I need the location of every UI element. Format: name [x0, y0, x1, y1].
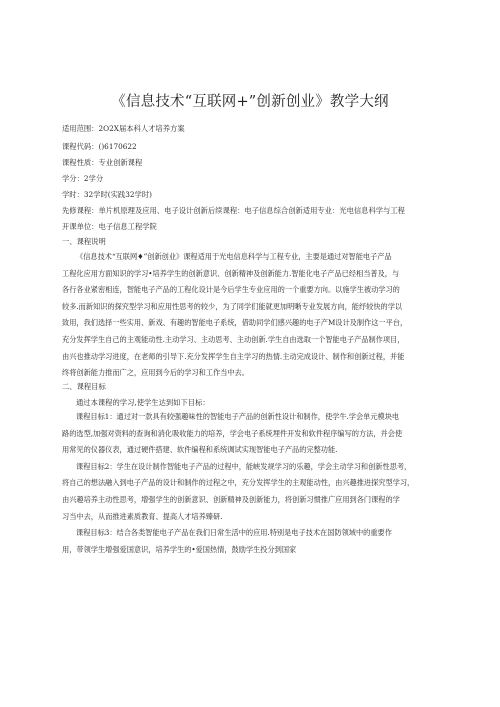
- paragraph-line: 工程化应用方面知识的学习•培养学生的创新意识、创新精神及创新能力.智能化电子产品已经相当普及，与: [62, 268, 400, 278]
- page-title: 《信息技术“互联网+”创新创业》教学大纲: [111, 94, 389, 110]
- paragraph-line: 较多.而新知识的探究型学习和应用性思考的较少，为了同学们能就更加明晰专业发展方向，能纾较快的学以: [62, 301, 403, 311]
- objective-line: 由兴趣培养主动性思考，增强学生的创新意识、创新精神及创新能力，将创新习惯推广应用到各门课程的学: [62, 494, 400, 504]
- objective-line: 课程目标3：结合各类智能电子产品在我们日常生活中的应用.特别是电子技术在国防领域中的重要作: [76, 528, 392, 538]
- meta-credits: 学分：2学分: [62, 174, 104, 183]
- paragraph-line: 《信息技术“互联网♦”创新创业》课程适用于光电信息科学与工程专业，主要是通过对智能电子产品: [76, 252, 392, 261]
- objectives-intro: 通过本课程的学习,使学生达到如下目标：: [76, 398, 210, 407]
- objective-line: 用常见的仪器仪表，通过硬件搭建、软件编程和系统调试实现智能电子产品的完整功能.: [62, 445, 338, 455]
- objective-line: 路的选型,加强对资料的查询和消化吸收能力的培养，学会电子系统埋件开发和软件程序编写的方法，并会使: [62, 428, 403, 438]
- paragraph-line: 终将创新能力推而广之，应用到今后的学习和工作当中去。: [62, 368, 249, 378]
- course-objectives-paragraph: [62, 409, 460, 558]
- objective-line: 课程目标2：学生在设计制作智能电子产品的过程中，能峡发规学习的乐趣，学会主动学习和创新性思考，: [76, 461, 412, 471]
- meta-department: 开课单位：电子信息工程学院: [62, 222, 157, 231]
- paragraph-line: 致用，我们选择一些实用、新戏、有趣的智能电子系统，借助同学们感兴趣的电子产M设计及制作这一平台，: [62, 318, 408, 328]
- paragraph-line: 充分发挥学生自己的主观能动性.主动学习、主动思考、主动创新.学生自由选取一个智能电子产品制作项目，: [62, 334, 405, 344]
- section-heading-course-objectives: 二、课程目标: [62, 382, 106, 391]
- meta-course-nature: 课程性质：专业创新课程: [62, 158, 143, 167]
- objective-line: 用，带领学生增强爱国意识，培养学生的•爱国热情，鼓励学生投分到国家: [62, 544, 297, 554]
- meta-hours: 学时：32学时(实践32学时): [62, 190, 152, 199]
- section-heading-course-description: 一、课程说明: [62, 237, 106, 246]
- paragraph-line: 由兴也推动学习进度，在老师的引导下.充分发挥学生自主学习的热情.主动完成设计、制作和创新过程，并能: [62, 351, 405, 361]
- objective-line: 课程目标1：通过对一款具有较强趣味性的智能电子产品的创新性设计和制作，使学牛.学会单元模块电: [76, 412, 400, 421]
- objective-line: 习当中去，从而推进素质教育、提高人才培养臻研.: [62, 511, 223, 521]
- paragraph-line: 各行各业紧密相连，智能电子产品的工程化设计是今后学生专业应用的一个重要方向。以施学生被动学习的: [62, 285, 400, 295]
- meta-scope: 适用范围：2O2X届本科人才培养方案: [62, 124, 185, 133]
- meta-prerequisites: 先修课程：单片机原理及应用、电子设计创新后续课程：电子信息综合创新适用专业：光电信息科学与工程: [62, 206, 405, 215]
- meta-course-code: 课程代码：()6170622: [62, 142, 137, 151]
- course-description-paragraph: [62, 249, 460, 382]
- objective-line: 将自己的想法融入到电子产品的设计和制作的过程之中，充分发挥学生的主观能动性，由兴趣推进探究型学习，: [62, 478, 415, 488]
